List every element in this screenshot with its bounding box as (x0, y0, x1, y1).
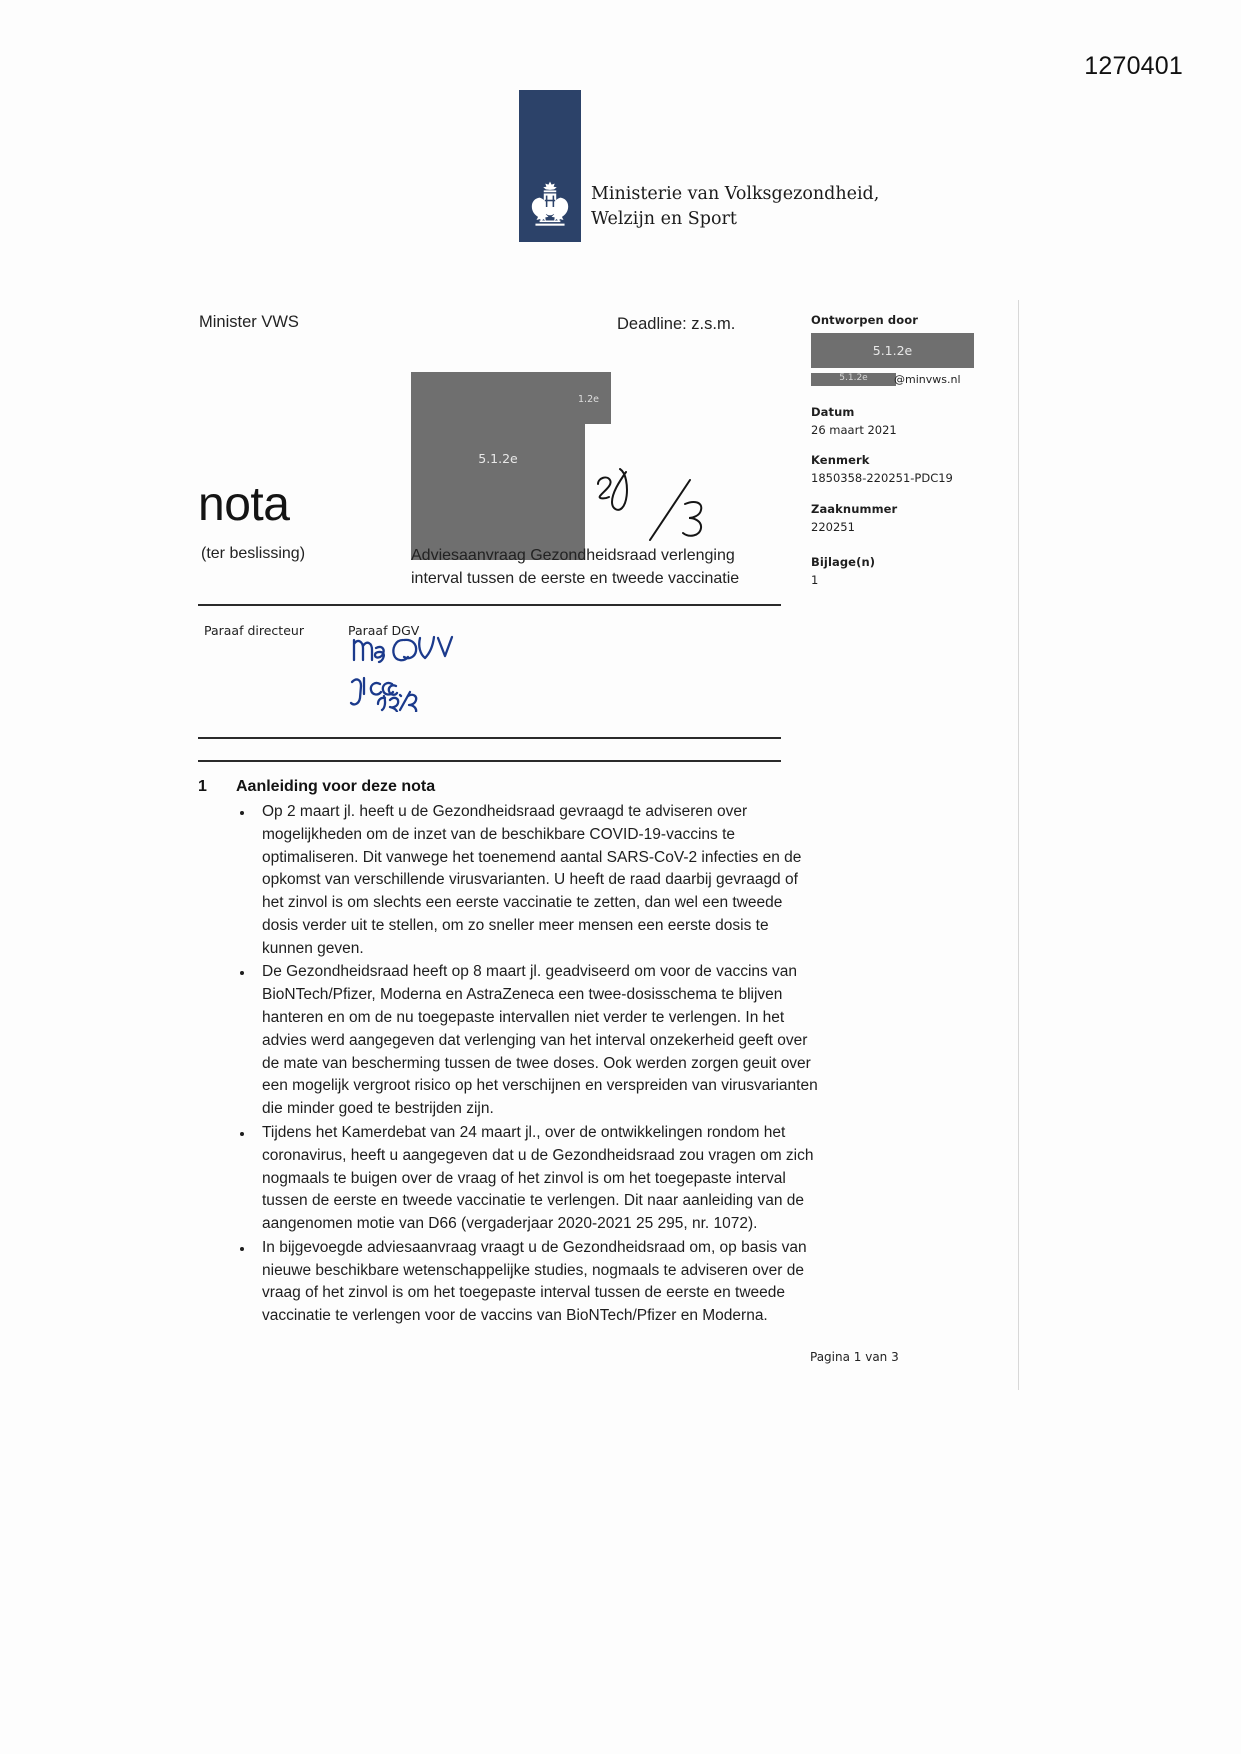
section-heading (198, 778, 818, 796)
meta-group-date (811, 404, 1011, 440)
document-number: 1270401 (1084, 52, 1183, 80)
list-item: De Gezondheidsraad heeft op 8 maart jl. geadviseerd om voor de vaccins van BioNTech/Pfizer, Moderna en AstraZeneca een twee-dosisschema te blijven hanteren en om de nu toegepaste intervallen niet verder te verlengen. In het advies werd aangegeven dat verlenging van het interval onzekerheid geeft over de mate van bescherming tussen de twee doses. Ook werden zorgen geuit over een mogelijk vergroot risico op het verschijnen en verspreiden van virusvarianten die minder goed te bestrijden zijn. (234, 961, 818, 1120)
handwritten-paraaf-signature (348, 634, 473, 712)
date-label: Datum (811, 404, 855, 419)
document-body (198, 778, 818, 1329)
meta-group-zaaknummer (811, 501, 1011, 537)
meta-group-kenmerk (811, 452, 1011, 488)
redaction-block-title-label: 5.1.2e (478, 451, 518, 466)
paraaf-directeur-label: Paraaf directeur (204, 623, 304, 638)
meta-group-bijlage (811, 554, 1011, 590)
document-subject: Adviesaanvraag Gezondheidsraad verlenging interval tussen de eerste en tweede vaccinatie (411, 547, 740, 587)
section-number: 1 (198, 778, 207, 795)
divider-rule-bottom (198, 760, 781, 762)
logo-bar (519, 90, 581, 242)
designer-label: Ontworpen door (811, 313, 918, 327)
date-value: 26 maart 2021 (811, 422, 897, 437)
bijlage-value: 1 (811, 572, 819, 587)
designer-email-row (811, 371, 1011, 388)
paraaf-dgv-label: Paraaf DGV (348, 623, 420, 638)
divider-rule-top (198, 604, 781, 606)
redaction-email-local: 5.1.2e (811, 373, 896, 386)
scan-edge-line (1018, 300, 1019, 1390)
meta-group-designer (811, 312, 1011, 388)
list-item: In bijgevoegde adviesaanvraag vraagt u de Gezondheidsraad om, op basis van nieuwe beschikbare wetenschappelijke studies, nogmaals te adviseren over de vraag of het zinvol is om het toegepaste interval tussen de eerste en tweede vaccinatie te verlengen voor de vaccins van BioNTech/Pfizer en Moderna. (234, 1237, 818, 1328)
section-bullet-list (198, 801, 818, 1328)
handwritten-date-annotation (590, 462, 725, 552)
email-domain: @minvws.nl (894, 372, 961, 386)
zaaknummer-value: 220251 (811, 519, 855, 534)
ministry-logo (519, 90, 879, 242)
bijlage-label: Bijlage(n) (811, 554, 876, 569)
coat-of-arms-icon (524, 180, 576, 234)
ministry-name-line2: Welzijn en Sport (591, 209, 737, 230)
metadata-sidebar (811, 312, 1011, 602)
kenmerk-value: 1850358-220251-PDC19 (811, 471, 953, 486)
divider-rule-middle (198, 737, 781, 739)
page-title: nota (198, 478, 290, 531)
list-item: Op 2 maart jl. heeft u de Gezondheidsraad gevraagd te adviseren over mogelijkheden om de inzet van de beschikbare COVID-19-vaccins te optimaliseren. Dit vanwege het toenemend aantal SARS-CoV-2 infecties en de opkomst van verschillende virusvarianten. U heeft de raad daarbij gevraagd of het zinvol is om slechts een eerste vaccinatie te zetten, dan wel een tweede dosis verder uit te stellen, om zo sneller meer mensen een eerste dosis te kunnen geven. (234, 801, 818, 960)
page-subtitle: (ter beslissing) (201, 545, 306, 562)
zaaknummer-label: Zaaknummer (811, 502, 898, 517)
list-item: Tijdens het Kamerdebat van 24 maart jl., over de ontwikkelingen rondom het coronavirus, heeft u aangegeven dat u de Gezondheidsraad zou vragen om zich nogmaals te buigen over de vraag of het zinvol is om het toegepaste interval tussen de eerste en tweede vaccinatie te verlengen. Dit naar aanleiding van de aangenomen motie van D66 (vergaderjaar 2020-2021 25 295, nr. 1072). (234, 1122, 818, 1236)
deadline: Deadline: z.s.m. (617, 315, 736, 333)
addressee: Minister VWS (199, 313, 299, 331)
redaction-block-title (411, 372, 585, 560)
ministry-name (591, 182, 879, 242)
ministry-name-line1: Ministerie van Volksgezondheid, (591, 184, 880, 205)
section-title: Aanleiding voor deze nota (236, 778, 436, 795)
kenmerk-label: Kenmerk (811, 453, 870, 468)
redaction-block-title-small-label: 1.2e (578, 394, 599, 405)
redaction-designer: 5.1.2e (811, 333, 974, 368)
page-footer: Pagina 1 van 3 (810, 1350, 899, 1364)
